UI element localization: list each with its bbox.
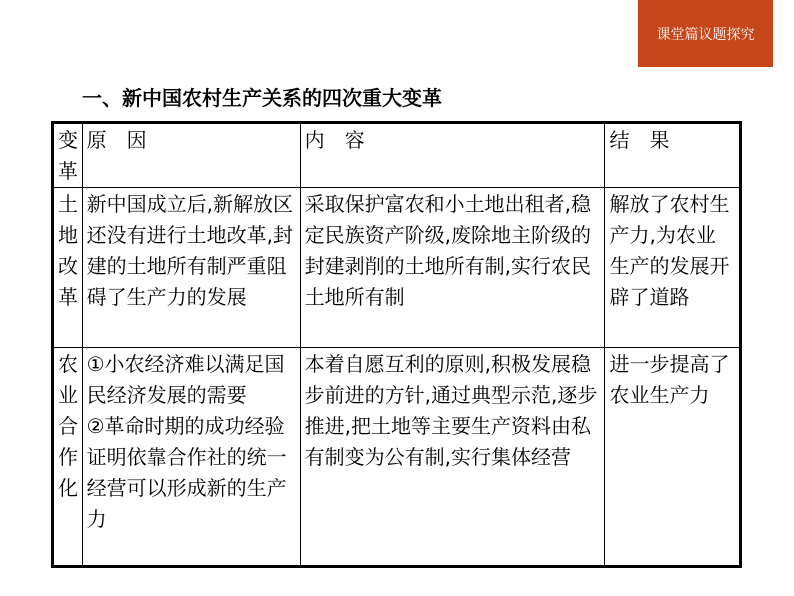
reform-table bbox=[51, 121, 742, 568]
land-reform-char: 革 bbox=[58, 285, 78, 309]
land-reform-char: 土 bbox=[58, 192, 78, 216]
table-row bbox=[53, 348, 741, 567]
row-content: 采取保护富农和小土地出租者,稳定民族资产阶级,废除地主阶级的封建剥削的土地所有制,实行农民土地所有制 bbox=[300, 188, 605, 348]
reason-point-1: ①小农经济难以满足国民经济发展的需要 bbox=[86, 352, 285, 407]
land-reform-char: 地 bbox=[58, 223, 78, 247]
row-result: 进一步提高了农业生产力 bbox=[605, 348, 741, 567]
header-kind bbox=[53, 123, 83, 188]
header-content: 内 容 bbox=[300, 123, 605, 188]
row-result: 解放了农村生产力,为农业生产的发展开辟了道路 bbox=[605, 188, 741, 348]
row-kind-land-reform bbox=[53, 188, 83, 348]
header-kind-char: 革 bbox=[58, 159, 78, 183]
cooperation-char: 业 bbox=[58, 383, 78, 407]
row-reason: 新中国成立后,新解放区还没有进行土地改革,封建的土地所有制严重阻碍了生产力的发展 bbox=[82, 188, 300, 348]
row-kind-cooperation bbox=[53, 348, 83, 567]
row-reason bbox=[82, 348, 300, 567]
reason-point-2: ②革命时期的成功经验证明依靠合作社的统一经营可以形成新的生产力 bbox=[86, 414, 287, 531]
section-heading: 一、新中国农村生产关系的四次重大变革 bbox=[82, 86, 442, 110]
row-content: 本着自愿互利的原则,积极发展稳步前进的方针,通过典型示范,逐步推进,把土地等主要生产资料由私有制变为公有制,实行集体经营 bbox=[300, 348, 605, 567]
header-reason: 原 因 bbox=[82, 123, 300, 188]
table-row bbox=[53, 188, 741, 348]
section-tag: 课堂篇议题探究 bbox=[638, 0, 773, 67]
cooperation-char: 化 bbox=[58, 476, 78, 500]
table-header-row bbox=[53, 123, 741, 188]
cooperation-char: 农 bbox=[58, 352, 78, 376]
land-reform-char: 改 bbox=[58, 254, 78, 278]
cooperation-char: 合 bbox=[58, 414, 78, 438]
header-kind-char: 变 bbox=[58, 128, 78, 152]
cooperation-char: 作 bbox=[58, 445, 78, 469]
header-result: 结 果 bbox=[605, 123, 741, 188]
